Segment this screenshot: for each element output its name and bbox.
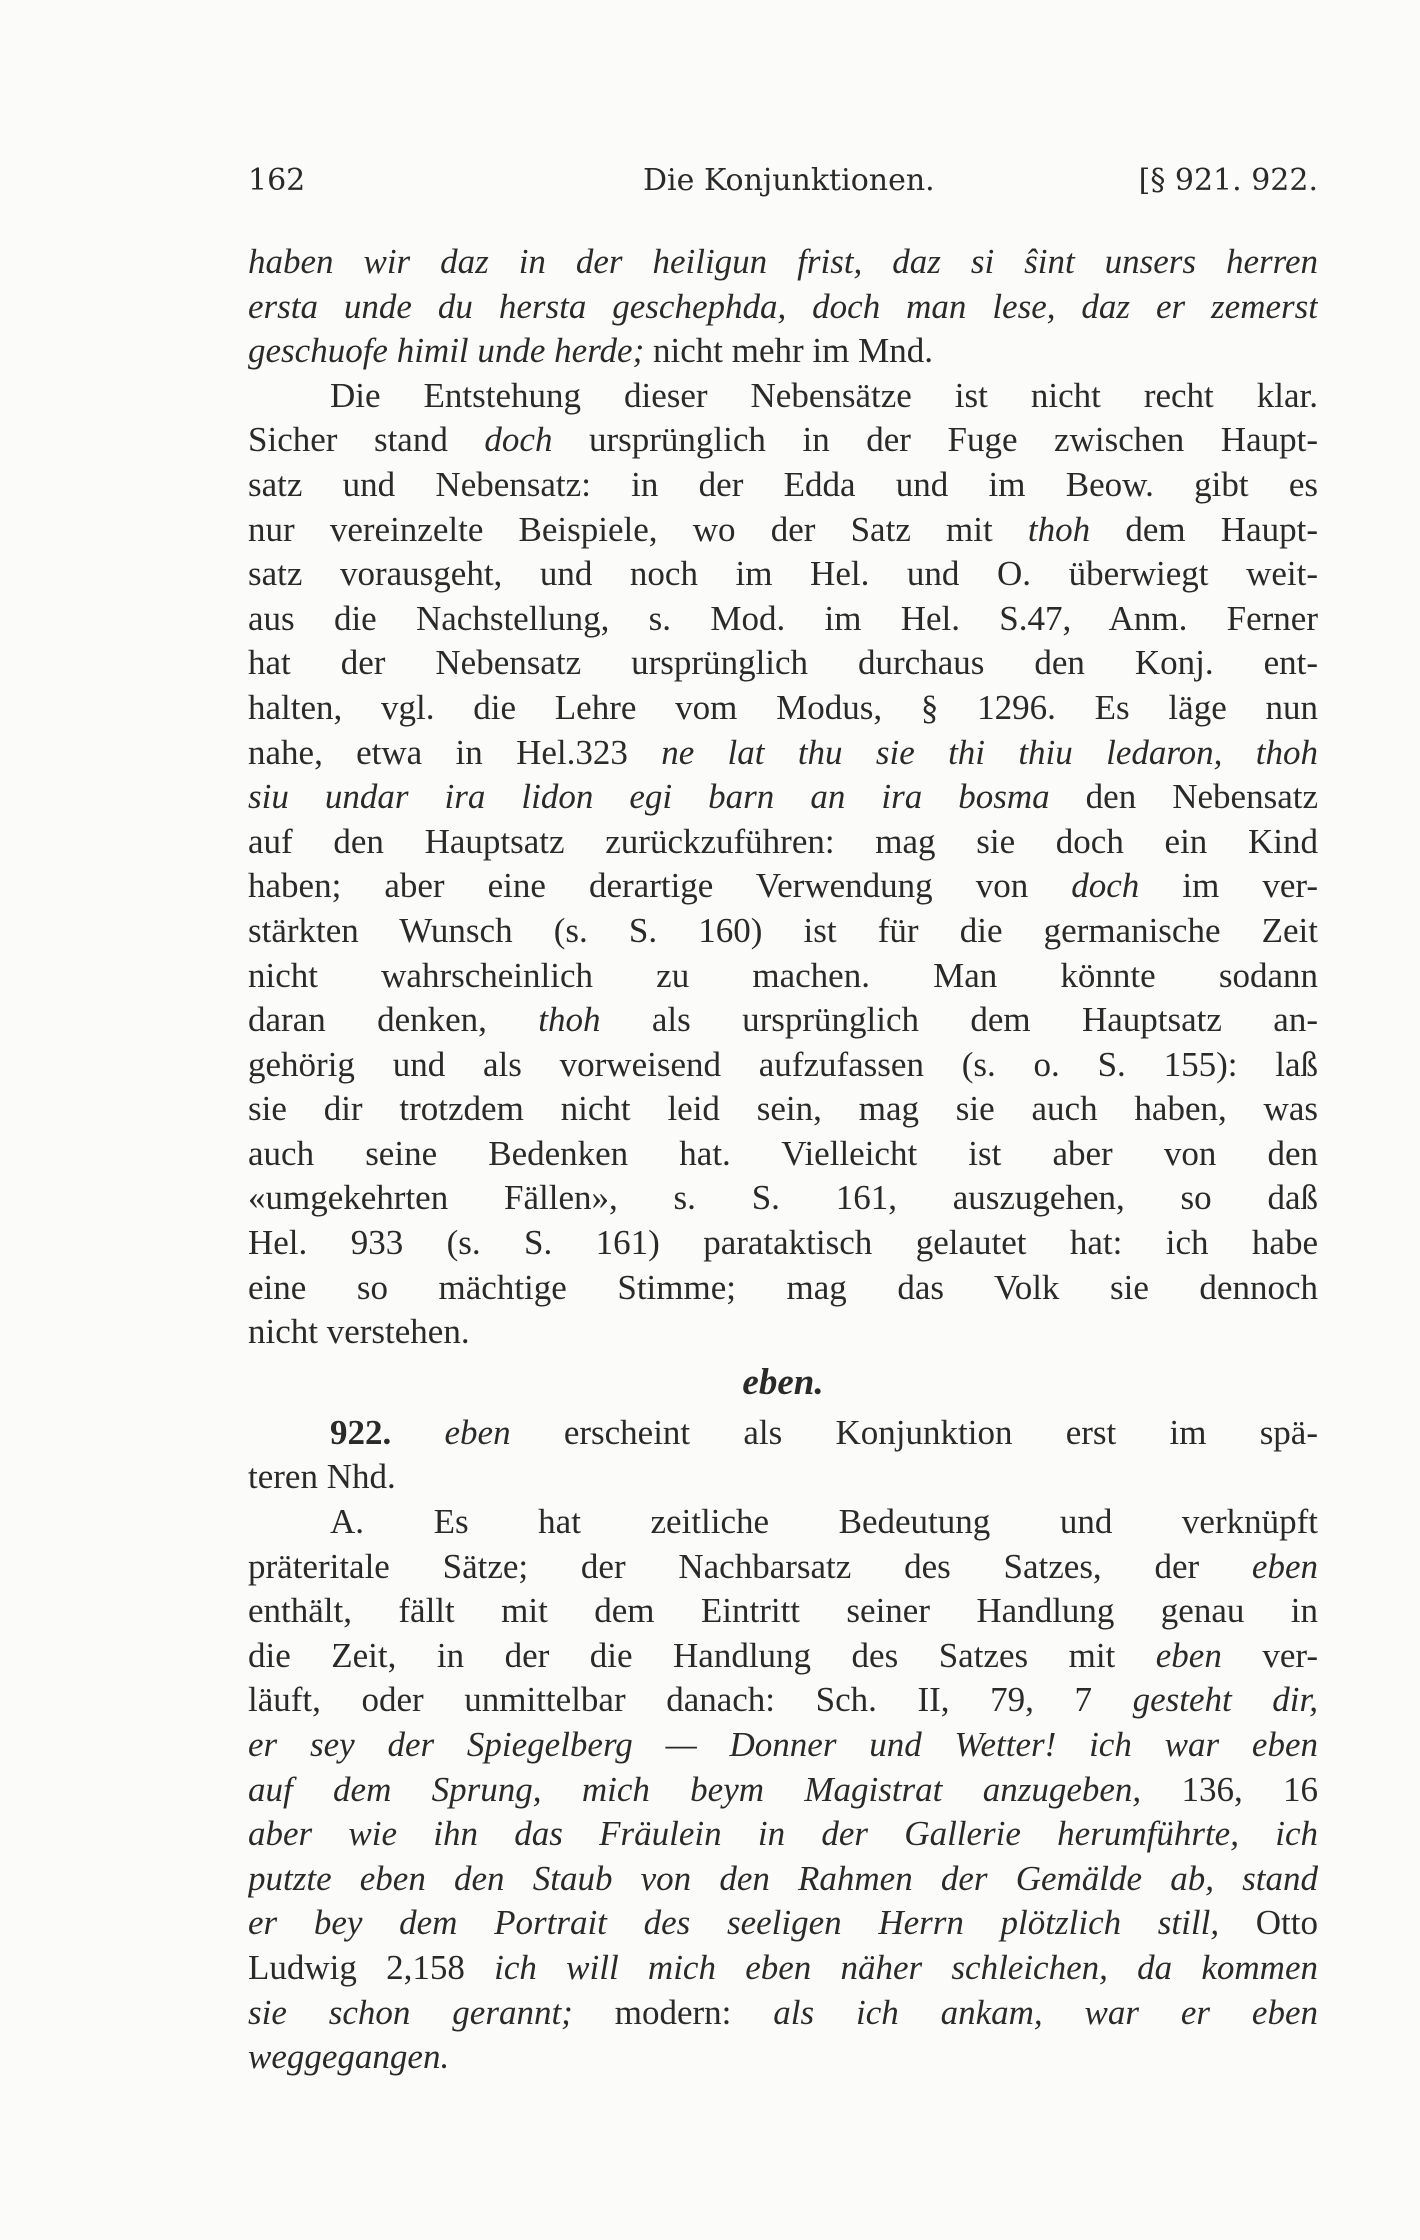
- italic-quote: ne lat thu sie thi thiu ledaron, thoh: [661, 732, 1318, 772]
- text-line: [248, 1087, 1318, 1132]
- text-line: [248, 775, 1318, 820]
- text-line: [248, 240, 1318, 285]
- text-segment: nicht mehr im Mnd.: [644, 331, 933, 371]
- italic-quote: er sey der Spiegelberg — Donner und Wetter! ich war eben: [248, 1725, 1318, 1764]
- paragraph-group-921: [248, 240, 1318, 1355]
- text-line: [248, 1310, 1318, 1355]
- text-line: [248, 418, 1318, 463]
- text-line: [248, 597, 1318, 642]
- italic-quote: auf dem Sprung, mich beym Magistrat anzugeben,: [248, 1769, 1142, 1809]
- text-segment: halten, vgl. die Lehre vom Modus, § 1296. Es läge nun: [248, 687, 1318, 727]
- text-segment: auf den Hauptsatz zurückzuführen: mag sie doch ein Kind: [248, 821, 1318, 861]
- text-segment: nicht wahrscheinlich zu machen. Man könnte sodann: [248, 955, 1318, 995]
- text-line: [248, 641, 1318, 686]
- text-line: [248, 552, 1318, 597]
- text-line: [248, 998, 1318, 1043]
- text-segment: im ver-: [1139, 866, 1318, 906]
- text-line: [248, 374, 1318, 419]
- text-segment: aus die Nachstellung, s. Mod. im Hel. S.47, Anm. Ferner: [248, 598, 1318, 638]
- text-line: [248, 1991, 1318, 2036]
- text-line: [248, 285, 1318, 330]
- italic-quote: weggegangen.: [248, 2037, 450, 2077]
- text-line: [248, 1455, 1318, 1500]
- italic-quote: geschuofe himil unde herde;: [248, 331, 645, 371]
- text-line: [248, 508, 1318, 553]
- section-number: 922.: [330, 1412, 392, 1452]
- text-segment: Hel. 933 (s. S. 161) parataktisch gelautet hat: ich habe: [248, 1223, 1318, 1263]
- text-line: [248, 1221, 1318, 1266]
- paragraph-group-922: [248, 1411, 1318, 2080]
- italic-quote: putzte eben den Staub von den Rahmen der Gemälde ab, stand: [248, 1858, 1318, 1898]
- text-line: [248, 1723, 1318, 1768]
- text-line: [248, 1176, 1318, 1221]
- text-segment: ursprünglich in der Fuge zwischen Haupt-: [552, 420, 1318, 460]
- text-segment: hat der Nebensatz ursprünglich durchaus den Konj. ent-: [248, 643, 1318, 683]
- text-segment: die Zeit, in der die Handlung des Satzes mit: [248, 1635, 1156, 1675]
- section-heading: eben.: [742, 1361, 824, 1403]
- text-line: [248, 1500, 1318, 1545]
- text-line: [248, 463, 1318, 508]
- text-segment: 136, 16: [1141, 1769, 1318, 1809]
- text-segment: haben; aber eine derartige Verwendung von: [248, 866, 1072, 906]
- text-segment: modern:: [572, 1992, 774, 2032]
- text-line: [248, 1768, 1318, 1813]
- text-line: [248, 686, 1318, 731]
- section-reference: [§ 921. 922.: [1138, 163, 1318, 198]
- text-segment: Die Entstehung dieser Nebensätze ist nicht recht klar.: [330, 375, 1318, 415]
- text-line: [248, 1901, 1318, 1946]
- italic-quote: doch: [1071, 866, 1140, 906]
- text-line: [248, 1857, 1318, 1902]
- text-line: [248, 820, 1318, 865]
- page-number: 162: [248, 163, 306, 198]
- body-text: [248, 240, 1318, 2080]
- italic-quote: aber wie ihn das Fräulein in der Gallerie herumführte, ich: [248, 1814, 1318, 1854]
- text-line: [248, 1589, 1318, 1634]
- text-segment: satz vorausgeht, und noch im Hel. und O. überwiegt weit-: [248, 554, 1318, 594]
- text-line: [248, 1043, 1318, 1088]
- text-segment: den Nebensatz: [1049, 777, 1318, 817]
- text-segment: A. Es hat zeitliche Bedeutung und verknüpft: [330, 1502, 1318, 1542]
- text-segment: Sicher stand: [248, 420, 485, 460]
- text-line: [248, 1812, 1318, 1857]
- text-segment: läuft, oder unmittelbar danach: Sch. II, 79, 7: [248, 1680, 1133, 1720]
- text-line: [248, 1411, 1318, 1456]
- text-line: [248, 1132, 1318, 1177]
- italic-quote: eben: [391, 1412, 511, 1452]
- text-segment: eine so mächtige Stimme; mag das Volk sie dennoch: [248, 1267, 1318, 1307]
- text-segment: nicht verstehen.: [248, 1312, 470, 1352]
- text-line: [248, 909, 1318, 954]
- italic-quote: eben: [1155, 1635, 1222, 1675]
- text-line: [248, 731, 1318, 776]
- italic-quote: als ich ankam, war er eben: [773, 1992, 1318, 2032]
- italic-quote: er bey dem Portrait des seeligen Herrn plötzlich still,: [248, 1903, 1220, 1943]
- italic-quote: eben: [1251, 1546, 1318, 1586]
- text-segment: stärkten Wunsch (s. S. 160) ist für die germanische Zeit: [248, 910, 1318, 950]
- text-line: [248, 864, 1318, 909]
- text-segment: satz und Nebensatz: in der Edda und im Beow. gibt es: [248, 464, 1318, 504]
- text-segment: «umgekehrten Fällen», s. S. 161, auszugehen, so daß: [248, 1178, 1318, 1218]
- text-segment: ver-: [1221, 1635, 1318, 1675]
- italic-quote: thoh: [1027, 509, 1091, 549]
- text-line: [248, 1266, 1318, 1311]
- text-segment: als ursprünglich dem Hauptsatz an-: [600, 1000, 1318, 1040]
- italic-quote: ersta unde du hersta geschephda, doch man lese, daz er zemerst: [248, 286, 1318, 326]
- running-header: [248, 158, 1318, 204]
- text-segment: Ludwig 2,158: [248, 1947, 495, 1987]
- italic-quote: sie schon gerannt;: [248, 1992, 573, 2032]
- text-line: [248, 1678, 1318, 1723]
- italic-quote: ich will mich eben näher schleichen, da kommen: [494, 1947, 1318, 1987]
- text-segment: enthält, fällt mit dem Eintritt seiner Handlung genau in: [248, 1591, 1318, 1631]
- text-line: [248, 2035, 1318, 2080]
- text-segment: Otto: [1219, 1903, 1318, 1943]
- text-segment: auch seine Bedenken hat. Vielleicht ist aber von den: [248, 1133, 1318, 1173]
- text-line: [248, 954, 1318, 999]
- running-title: Die Konjunktionen.: [643, 163, 935, 198]
- italic-quote: siu undar ira lidon egi barn an ira bosma: [248, 777, 1050, 817]
- italic-quote: gesteht dir,: [1132, 1680, 1318, 1720]
- text-segment: gehörig und als vorweisend aufzufassen (s. o. S. 155): laß: [248, 1044, 1318, 1084]
- text-segment: präteritale Sätze; der Nachbarsatz des Satzes, der: [248, 1546, 1252, 1586]
- text-segment: nur vereinzelte Beispiele, wo der Satz mit: [248, 509, 1028, 549]
- text-segment: teren Nhd.: [248, 1457, 396, 1497]
- text-segment: erscheint als Konjunktion erst im spä-: [510, 1412, 1318, 1452]
- text-segment: nahe, etwa in Hel.323: [248, 732, 662, 772]
- text-line: [248, 1946, 1318, 1991]
- text-line: [248, 329, 1318, 374]
- text-segment: sie dir trotzdem nicht leid sein, mag sie auch haben, was: [248, 1089, 1318, 1129]
- text-segment: dem Haupt-: [1090, 509, 1318, 549]
- italic-quote: thoh: [538, 1000, 601, 1040]
- italic-quote: haben wir daz in der heiligun frist, daz si ŝint unsers herren: [248, 242, 1318, 281]
- text-segment: daran denken,: [248, 1000, 539, 1040]
- text-line: [248, 1545, 1318, 1590]
- text-line: [248, 1634, 1318, 1679]
- italic-quote: doch: [484, 420, 553, 460]
